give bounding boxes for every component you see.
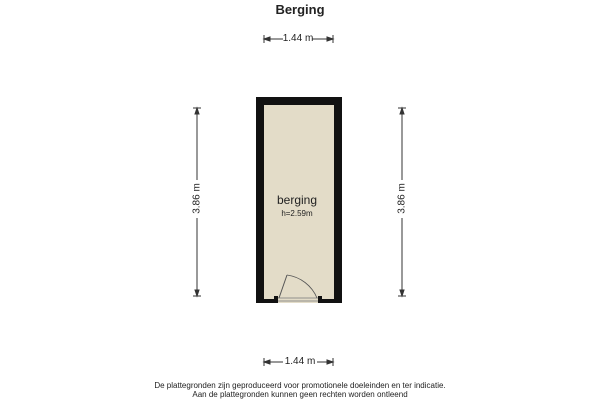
left-dimension-label: 3.86 m: [191, 183, 203, 214]
door-jamb-left: [274, 296, 278, 303]
right-dimension-label: 3.86 m: [396, 183, 408, 214]
disclaimer-line-2: Aan de plattegronden kunnen geen rechten worden ontleend: [192, 390, 408, 399]
page-title: Berging: [275, 2, 325, 17]
disclaimer-line-1: De plattegronden zijn geproduceerd voor promotionele doeleinden en ter indicatie.: [154, 381, 446, 390]
room-name: berging: [276, 193, 318, 207]
door-opening: [277, 296, 319, 303]
room-height: h=2.59m: [281, 209, 313, 218]
door-jamb-right: [318, 296, 322, 303]
top-dimension-label: 1.44 m: [282, 33, 314, 44]
disclaimer: [0, 381, 600, 399]
bottom-dimension-label: 1.44 m: [284, 356, 316, 367]
